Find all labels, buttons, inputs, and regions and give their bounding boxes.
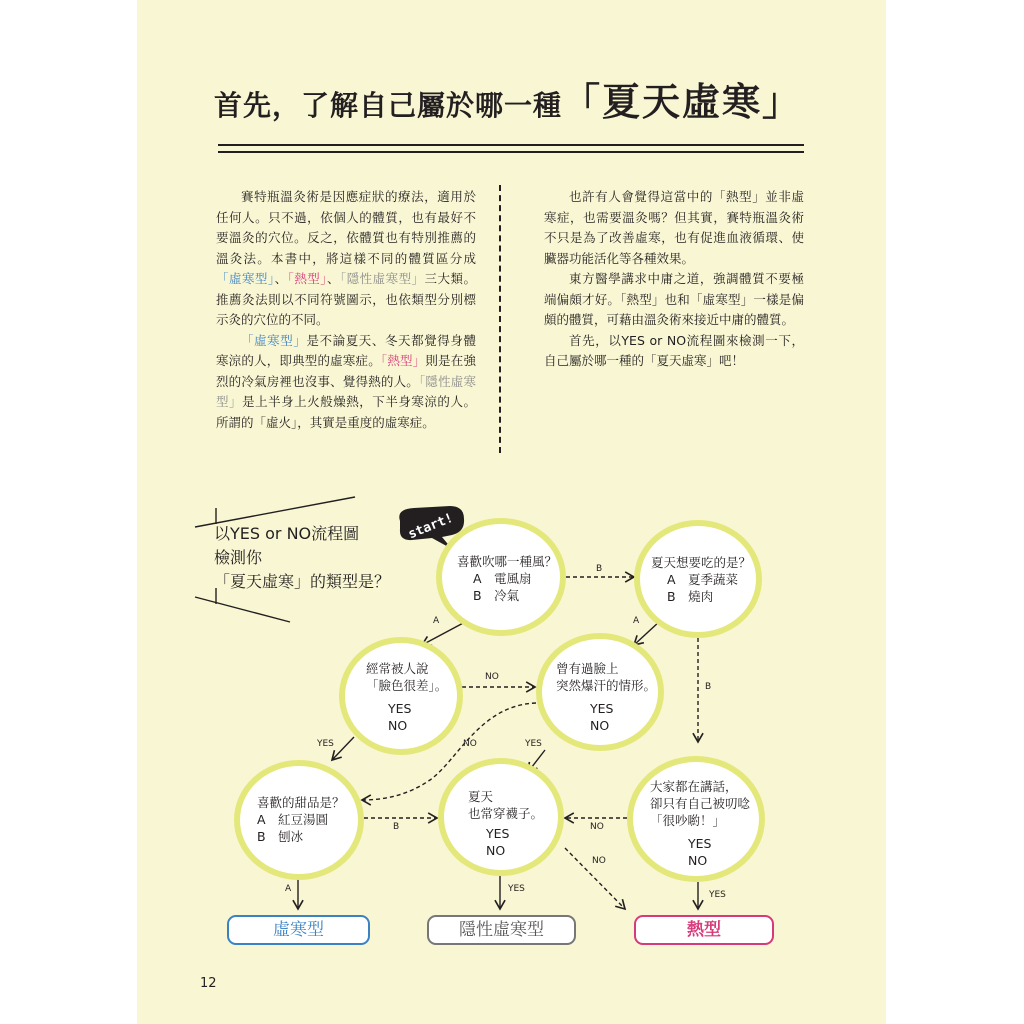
intro-line-2: 檢測你 [214,548,263,567]
result-xu-han-type: 虛寒型 [227,915,370,945]
left-paragraph-2: 「虛寒型」是不論夏天、冬天都覺得身體寒涼的人，即典型的虛寒症。「熱型」則是在強烈的冷氣房裡也沒事、覺得熱的人。「隱性虛寒型」是上半身上火般燥熱，下半身寒涼的人。所謂的「虛火」，其實是重度的虛寒症。 [216,332,476,430]
question-summer-food-text: 夏天想要吃的是？ A 夏季蔬菜 B 燒肉 [651,555,752,604]
edge-label-q3-yes: YES [317,739,334,749]
edge-label-q7-yes: YES [709,890,726,900]
flowchart-intro [214,522,390,594]
edge-label-q1-a: A [433,616,440,626]
question-socks-text: 夏天 也常穿襪子。 YES NO [468,789,544,858]
intro-line-bottom [195,597,290,622]
right-paragraph-3: 首先，以YES or NO流程圖來檢測一下，自己屬於哪一種的「夏天虛寒」吧！ [544,332,804,368]
edge-label-q4-no: NO [463,739,477,749]
question-pale-face-text: 經常被人說 「臉色很差」。 YES NO [366,661,448,733]
edge-label-q5-b: B [393,822,400,832]
arrow-q3-q5 [332,737,354,760]
intro-line-1: 以YES or NO流程圖 [214,524,360,543]
edge-label-q2-a: A [633,616,640,626]
edge-label-q3-no: NO [485,672,499,682]
edge-label-q6-yes: YES [508,884,525,894]
right-paragraph-2: 東方醫學講求中庸之道，強調體質不要極端偏頗才好。「熱型」也和「虛寒型」一樣是偏頗的體質，可藉由溫灸術來接近中庸的體質。 [544,271,804,327]
result-yin-xing-type: 隱性虛寒型 [427,915,576,945]
edge-label-q1-b: B [596,564,603,574]
question-wind-text: 喜歡吹哪一種風？ A 電風扇 B 冷氣 [457,554,558,603]
question-sweat-text: 曾有過臉上 突然爆汗的情形。 YES NO [556,661,657,733]
title-prefix: 首先，了解自己屬於哪一種 [214,89,563,122]
edge-label-q2-b: B [705,682,712,692]
arrow-q1-q3 [422,621,467,645]
left-paragraph-1: 賽特瓶溫灸術是因應症狀的療法，適用於任何人。只不過，依個人的體質，也有最好不要溫灸的穴位。反之，依體質也有特別推薦的溫灸法。本書中，將這樣不同的體質區分成「虛寒型」、「熱型」、「隱性虛寒型」三大類。推薦灸法則以不同符號圖示，也依類型分別標示灸的穴位的不同。 [216,189,476,327]
edge-label-q4-yes: YES [525,739,542,749]
edge-label-q6-no: NO [592,856,606,866]
result-re-type: 熱型 [634,915,774,945]
page-number: 12 [200,976,217,991]
edge-label-q7-no: NO [590,822,604,832]
right-paragraph-1: 也許有人會覺得這當中的「熱型」並非虛寒症，也需要溫灸嗎？但其實，賽特瓶溫灸術不只是為了改善虛寒，也有促進血液循環、使臟器功能活化等各種效果。 [544,189,804,266]
question-noisy-text: 大家都在講話， 卻只有自己被叨唸 「很吵喲！」 YES NO [650,779,751,868]
title-highlight: 「夏天虛寒」 [562,80,803,124]
start-label: start! [406,510,456,543]
edge-label-q5-a: A [285,884,292,894]
intro-line-3: 「夏天虛寒」的類型是？ [214,572,391,591]
question-dessert-text: 喜歡的甜品是？ A 紅豆湯圓 B 刨冰 [257,795,345,844]
